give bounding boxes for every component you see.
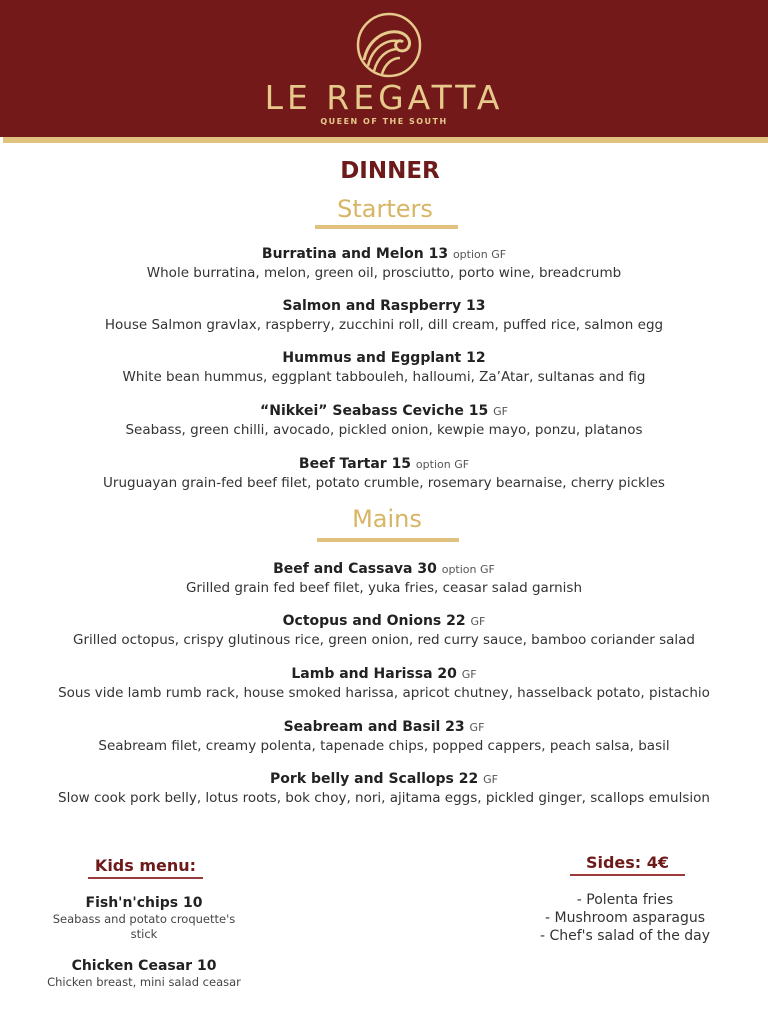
item-description: Sous vide lamb rumb rack, house smoked harissa, apricot chutney, hasselback potato, pistachio [58,685,710,701]
sides-title: Sides: 4€ [585,853,670,872]
kids-menu-rule [88,877,203,879]
item-name: Octopus and Onions 22 [282,613,466,629]
kids-menu-title: Kids menu: [94,856,197,875]
item-note: option GF [452,248,507,261]
item-description: Seabass, green chilli, avocado, pickled onion, kewpie mayo, ponzu, platanos [125,422,643,438]
menu-item [0,612,768,649]
item-name: Chicken Ceasar 10 [71,958,217,974]
menu-item [0,455,768,492]
item-name: Burratina and Melon 13 [261,246,449,262]
section-rule-mains [317,538,459,542]
item-note: GF [470,615,486,628]
menu-title: DINNER [340,158,440,184]
menu-item [0,349,768,386]
menu-item [0,402,768,439]
item-note: option GF [415,458,470,471]
item-description: House Salmon gravlax, raspberry, zucchini roll, dill cream, puffed rice, salmon egg [104,317,664,333]
item-name: Salmon and Raspberry 13 [282,298,486,314]
item-name: Hummus and Eggplant 12 [282,350,486,366]
kids-item [44,957,244,990]
item-description: Seabream filet, creamy polenta, tapenade chips, popped cappers, peach salsa, basil [98,738,670,754]
menu-item [0,245,768,282]
item-description: Uruguayan grain-fed beef filet, potato crumble, rosemary bearnaise, cherry pickles [103,475,665,491]
item-note: GF [461,668,477,681]
sides-list [520,891,730,945]
sides-rule [570,874,685,876]
item-description: Grilled grain fed beef filet, yuka fries, ceasar salad garnish [185,580,583,596]
item-name: Seabream and Basil 23 [283,719,465,735]
item-name: Pork belly and Scallops 22 [270,771,479,787]
item-description: Seabass and potato croquette's stick [52,912,236,941]
item-description: Slow cook pork belly, lotus roots, bok choy, nori, ajitama eggs, pickled ginger, scallops emulsion [58,790,710,806]
header-gold-line [3,137,768,143]
menu-item [0,297,768,334]
menu-item [0,770,768,807]
item-description: Chicken breast, mini salad ceasar [47,975,241,989]
list-item: - Mushroom asparagus [544,910,705,926]
item-note: GF [483,773,498,786]
section-title-mains: Mains [352,505,422,533]
brand-tagline: QUEEN OF THE SOUTH [320,117,448,126]
section-rule-starters [315,225,458,229]
item-name: Lamb and Harissa 20 [291,666,457,682]
item-note: GF [469,721,485,734]
wave-logo-icon [354,12,424,78]
menu-item [0,718,768,755]
menu-item [0,665,768,702]
item-description: White bean hummus, eggplant tabbouleh, halloumi, Za’Atar, sultanas and fig [122,369,646,385]
item-name: Beef Tartar 15 [298,456,412,472]
section-title-starters: Starters [337,195,433,223]
list-item: - Polenta fries [576,892,674,908]
item-name: Beef and Cassava 30 [273,561,437,577]
kids-item [44,894,244,942]
item-name: “Nikkei” Seabass Ceviche 15 [260,403,489,419]
item-note: option GF [441,563,495,576]
brand-name: LE REGATTA [264,78,504,117]
list-item: - Chef's salad of the day [539,928,711,944]
item-description: Whole burratina, melon, green oil, prosciutto, porto wine, breadcrumb [146,265,622,281]
item-name: Fish'n'chips 10 [85,895,203,911]
menu-item [0,560,768,597]
item-note: GF [493,405,508,418]
item-description: Grilled octopus, crispy glutinous rice, green onion, red curry sauce, bamboo coriander salad [72,632,695,648]
